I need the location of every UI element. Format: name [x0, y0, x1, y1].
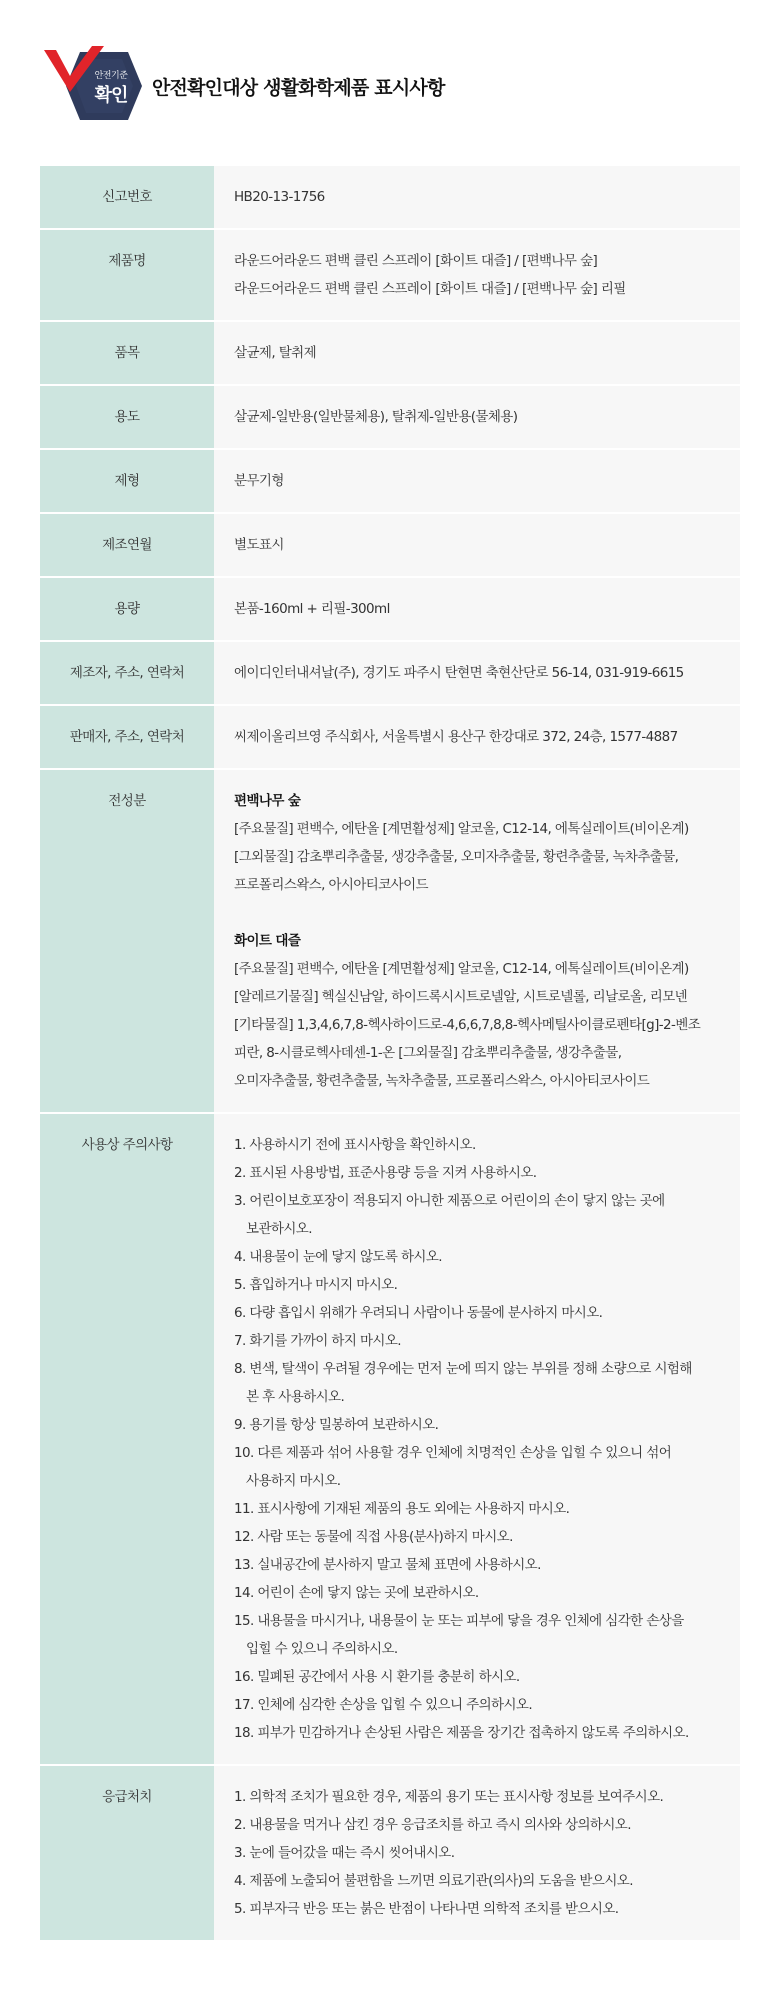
row-value: [214, 449, 740, 513]
row-value: [214, 1113, 740, 1765]
first-aid-item: 2. 내용물을 먹거나 삼킨 경우 응급조치를 하고 즉시 의사와 상의하시오.: [234, 1817, 631, 1833]
caution-item-continued: 입힐 수 있으니 주의하시오.: [246, 1641, 398, 1657]
row-label: [40, 229, 214, 321]
table-row: [40, 705, 740, 769]
table-row: [40, 641, 740, 705]
table-row: [40, 166, 740, 229]
ingredient-line: [주요물질] 편백수, 에탄올 [계면활성제] 알코올, C12-14, 에톡실레이트(비이온계): [234, 961, 689, 977]
label-info-table: [40, 166, 740, 1942]
caution-item: 13. 실내공간에 분사하지 말고 물체 표면에 사용하시오.: [234, 1557, 541, 1573]
form-label: 제형: [114, 473, 140, 489]
table-row: [40, 229, 740, 321]
first-aid-label: 응급처치: [102, 1789, 152, 1805]
row-value: [214, 513, 740, 577]
logo-text-large: 확인: [94, 85, 128, 106]
row-value: [214, 385, 740, 449]
ingredient-line: [그외물질] 감초뿌리추출물, 생강추출물, 오미자추출물, 황련추출물, 녹차추출물,: [234, 849, 679, 865]
ingredient-group-title: 편백나무 숲: [234, 793, 301, 809]
row-value: [214, 166, 740, 229]
caution-item: 1. 사용하시기 전에 표시사항을 확인하시오.: [234, 1137, 476, 1153]
caution-item-continued: 보관하시오.: [246, 1221, 312, 1237]
caution-item: 16. 밀폐된 공간에서 사용 시 환기를 충분히 하시오.: [234, 1669, 520, 1685]
manufacturer-label: 제조자, 주소, 연락처: [69, 665, 185, 681]
caution-item: 8. 변색, 탈색이 우려될 경우에는 먼저 눈에 띄지 않는 부위를 정해 소량으로 시험해: [234, 1361, 692, 1377]
ingredients-label: 전성분: [108, 793, 146, 809]
volume-label: 용량: [114, 601, 140, 617]
first-aid-item: 3. 눈에 들어갔을 때는 즉시 씻어내시오.: [234, 1845, 455, 1861]
report-no-label: 신고번호: [102, 189, 152, 205]
table-row: [40, 513, 740, 577]
page-header: [40, 40, 445, 132]
row-value: [214, 321, 740, 385]
caution-item: 6. 다량 흡입시 위해가 우려되니 사람이나 동물에 분사하지 마시오.: [234, 1305, 603, 1321]
table-row: [40, 1113, 740, 1765]
row-label: [40, 1113, 214, 1765]
first-aid-item: 4. 제품에 노출되어 불편함을 느끼면 의료기관(의사)의 도움을 받으시오.: [234, 1873, 633, 1889]
mfg-date-value: 별도표시: [234, 537, 284, 553]
usage-value: 살균제-일반용(일반물체용), 탈취제-일반용(물체용): [234, 409, 518, 425]
caution-item: 2. 표시된 사용방법, 표준사용량 등을 지켜 사용하시오.: [234, 1165, 537, 1181]
seller-label: 판매자, 주소, 연락처: [69, 729, 185, 745]
table-row: [40, 321, 740, 385]
caution-item: 12. 사람 또는 동물에 직접 사용(분사)하지 마시오.: [234, 1529, 513, 1545]
row-value: [214, 577, 740, 641]
report-no-value: HB20-13-1756: [234, 189, 325, 205]
usage-label: 용도: [114, 409, 140, 425]
product-name-line: 라운드어라운드 편백 클린 스프레이 [화이트 대즐] / [편백나무 숲] 리필: [234, 281, 626, 297]
row-value: [214, 229, 740, 321]
form-value: 분무기형: [234, 473, 284, 489]
row-label: [40, 513, 214, 577]
seller-value: 씨제이올리브영 주식회사, 서울특별시 용산구 한강대로 372, 24층, 1577-4887: [234, 729, 678, 745]
caution-item: 3. 어린이보호포장이 적용되지 아니한 제품으로 어린이의 손이 닿지 않는 곳에: [234, 1193, 665, 1209]
row-label: [40, 641, 214, 705]
row-label: [40, 769, 214, 1113]
row-label: [40, 1765, 214, 1941]
table-row: [40, 385, 740, 449]
volume-value: 본품-160ml + 리필-300ml: [234, 601, 390, 617]
row-label: [40, 385, 214, 449]
page-title: 안전확인대상 생활화학제품 표시사항: [152, 76, 445, 99]
ingredient-group-title: 화이트 대즐: [234, 933, 301, 949]
caution-item: 18. 피부가 민감하거나 손상된 사람은 제품을 장기간 접촉하지 않도록 주의하시오.: [234, 1725, 689, 1741]
table-row: [40, 577, 740, 641]
product-name-label: 제품명: [108, 253, 146, 269]
caution-item: 9. 용기를 항상 밀봉하여 보관하시오.: [234, 1417, 439, 1433]
caution-item: 17. 인체에 심각한 손상을 입힐 수 있으니 주의하시오.: [234, 1697, 533, 1713]
table-row: [40, 449, 740, 513]
caution-item: 14. 어린이 손에 닿지 않는 곳에 보관하시오.: [234, 1585, 479, 1601]
row-value: [214, 641, 740, 705]
row-label: [40, 166, 214, 229]
row-label: [40, 577, 214, 641]
row-value: [214, 769, 740, 1113]
first-aid-item: 5. 피부자극 반응 또는 붉은 반점이 나타나면 의학적 조치를 받으시오.: [234, 1901, 619, 1917]
caution-item: 11. 표시사항에 기재된 제품의 용도 외에는 사용하지 마시오.: [234, 1501, 570, 1517]
cautions-label: 사용상 주의사항: [81, 1137, 173, 1153]
safety-standard-logo: [40, 40, 144, 132]
ingredient-line: [주요물질] 편백수, 에탄올 [계면활성제] 알코올, C12-14, 에톡실레이트(비이온계): [234, 821, 689, 837]
logo-text-small: 안전기준: [94, 71, 128, 81]
ingredient-line: [알레르기물질] 헥실신남알, 하이드록시시트로넬알, 시트로넬롤, 리날로올, 리모넨: [234, 989, 688, 1005]
row-value: [214, 1765, 740, 1941]
category-label: 품목: [114, 345, 140, 361]
caution-item: 7. 화기를 가까이 하지 마시오.: [234, 1333, 401, 1349]
caution-item: 4. 내용물이 눈에 닿지 않도록 하시오.: [234, 1249, 443, 1265]
first-aid-item: 1. 의학적 조치가 필요한 경우, 제품의 용기 또는 표시사항 정보를 보여주시오.: [234, 1789, 664, 1805]
mfg-date-label: 제조연월: [102, 537, 152, 553]
caution-item: 5. 흡입하거나 마시지 마시오.: [234, 1277, 398, 1293]
caution-item: 10. 다른 제품과 섞어 사용할 경우 인체에 치명적인 손상을 입힐 수 있으니 섞어: [234, 1445, 672, 1461]
caution-item-continued: 사용하지 마시오.: [246, 1473, 341, 1489]
ingredient-line: [기타물질] 1,3,4,6,7,8-헥사하이드로-4,6,6,7,8,8-헥사메틸사이클로펜타[g]-2-벤조: [234, 1017, 701, 1033]
category-value: 살균제, 탈취제: [234, 345, 317, 361]
product-name-line: 라운드어라운드 편백 클린 스프레이 [화이트 대즐] / [편백나무 숲]: [234, 253, 598, 269]
table-row: [40, 1765, 740, 1941]
row-label: [40, 705, 214, 769]
ingredient-line: 오미자추출물, 황련추출물, 녹차추출물, 프로폴리스왁스, 아시아티코사이드: [234, 1073, 650, 1089]
caution-item: 15. 내용물을 마시거나, 내용물이 눈 또는 피부에 닿을 경우 인체에 심각한 손상을: [234, 1613, 684, 1629]
caution-item-continued: 본 후 사용하시오.: [246, 1389, 345, 1405]
table-row: [40, 769, 740, 1113]
manufacturer-value: 에이디인터내셔날(주), 경기도 파주시 탄현면 축현산단로 56-14, 031-919-6615: [234, 665, 684, 681]
row-label: [40, 321, 214, 385]
ingredient-line: 피란, 8-시클로헥사데센-1-온 [그외물질] 감초뿌리추출물, 생강추출물,: [234, 1045, 622, 1061]
row-label: [40, 449, 214, 513]
row-value: [214, 705, 740, 769]
ingredient-line: 프로폴리스왁스, 아시아티코사이드: [234, 877, 428, 893]
